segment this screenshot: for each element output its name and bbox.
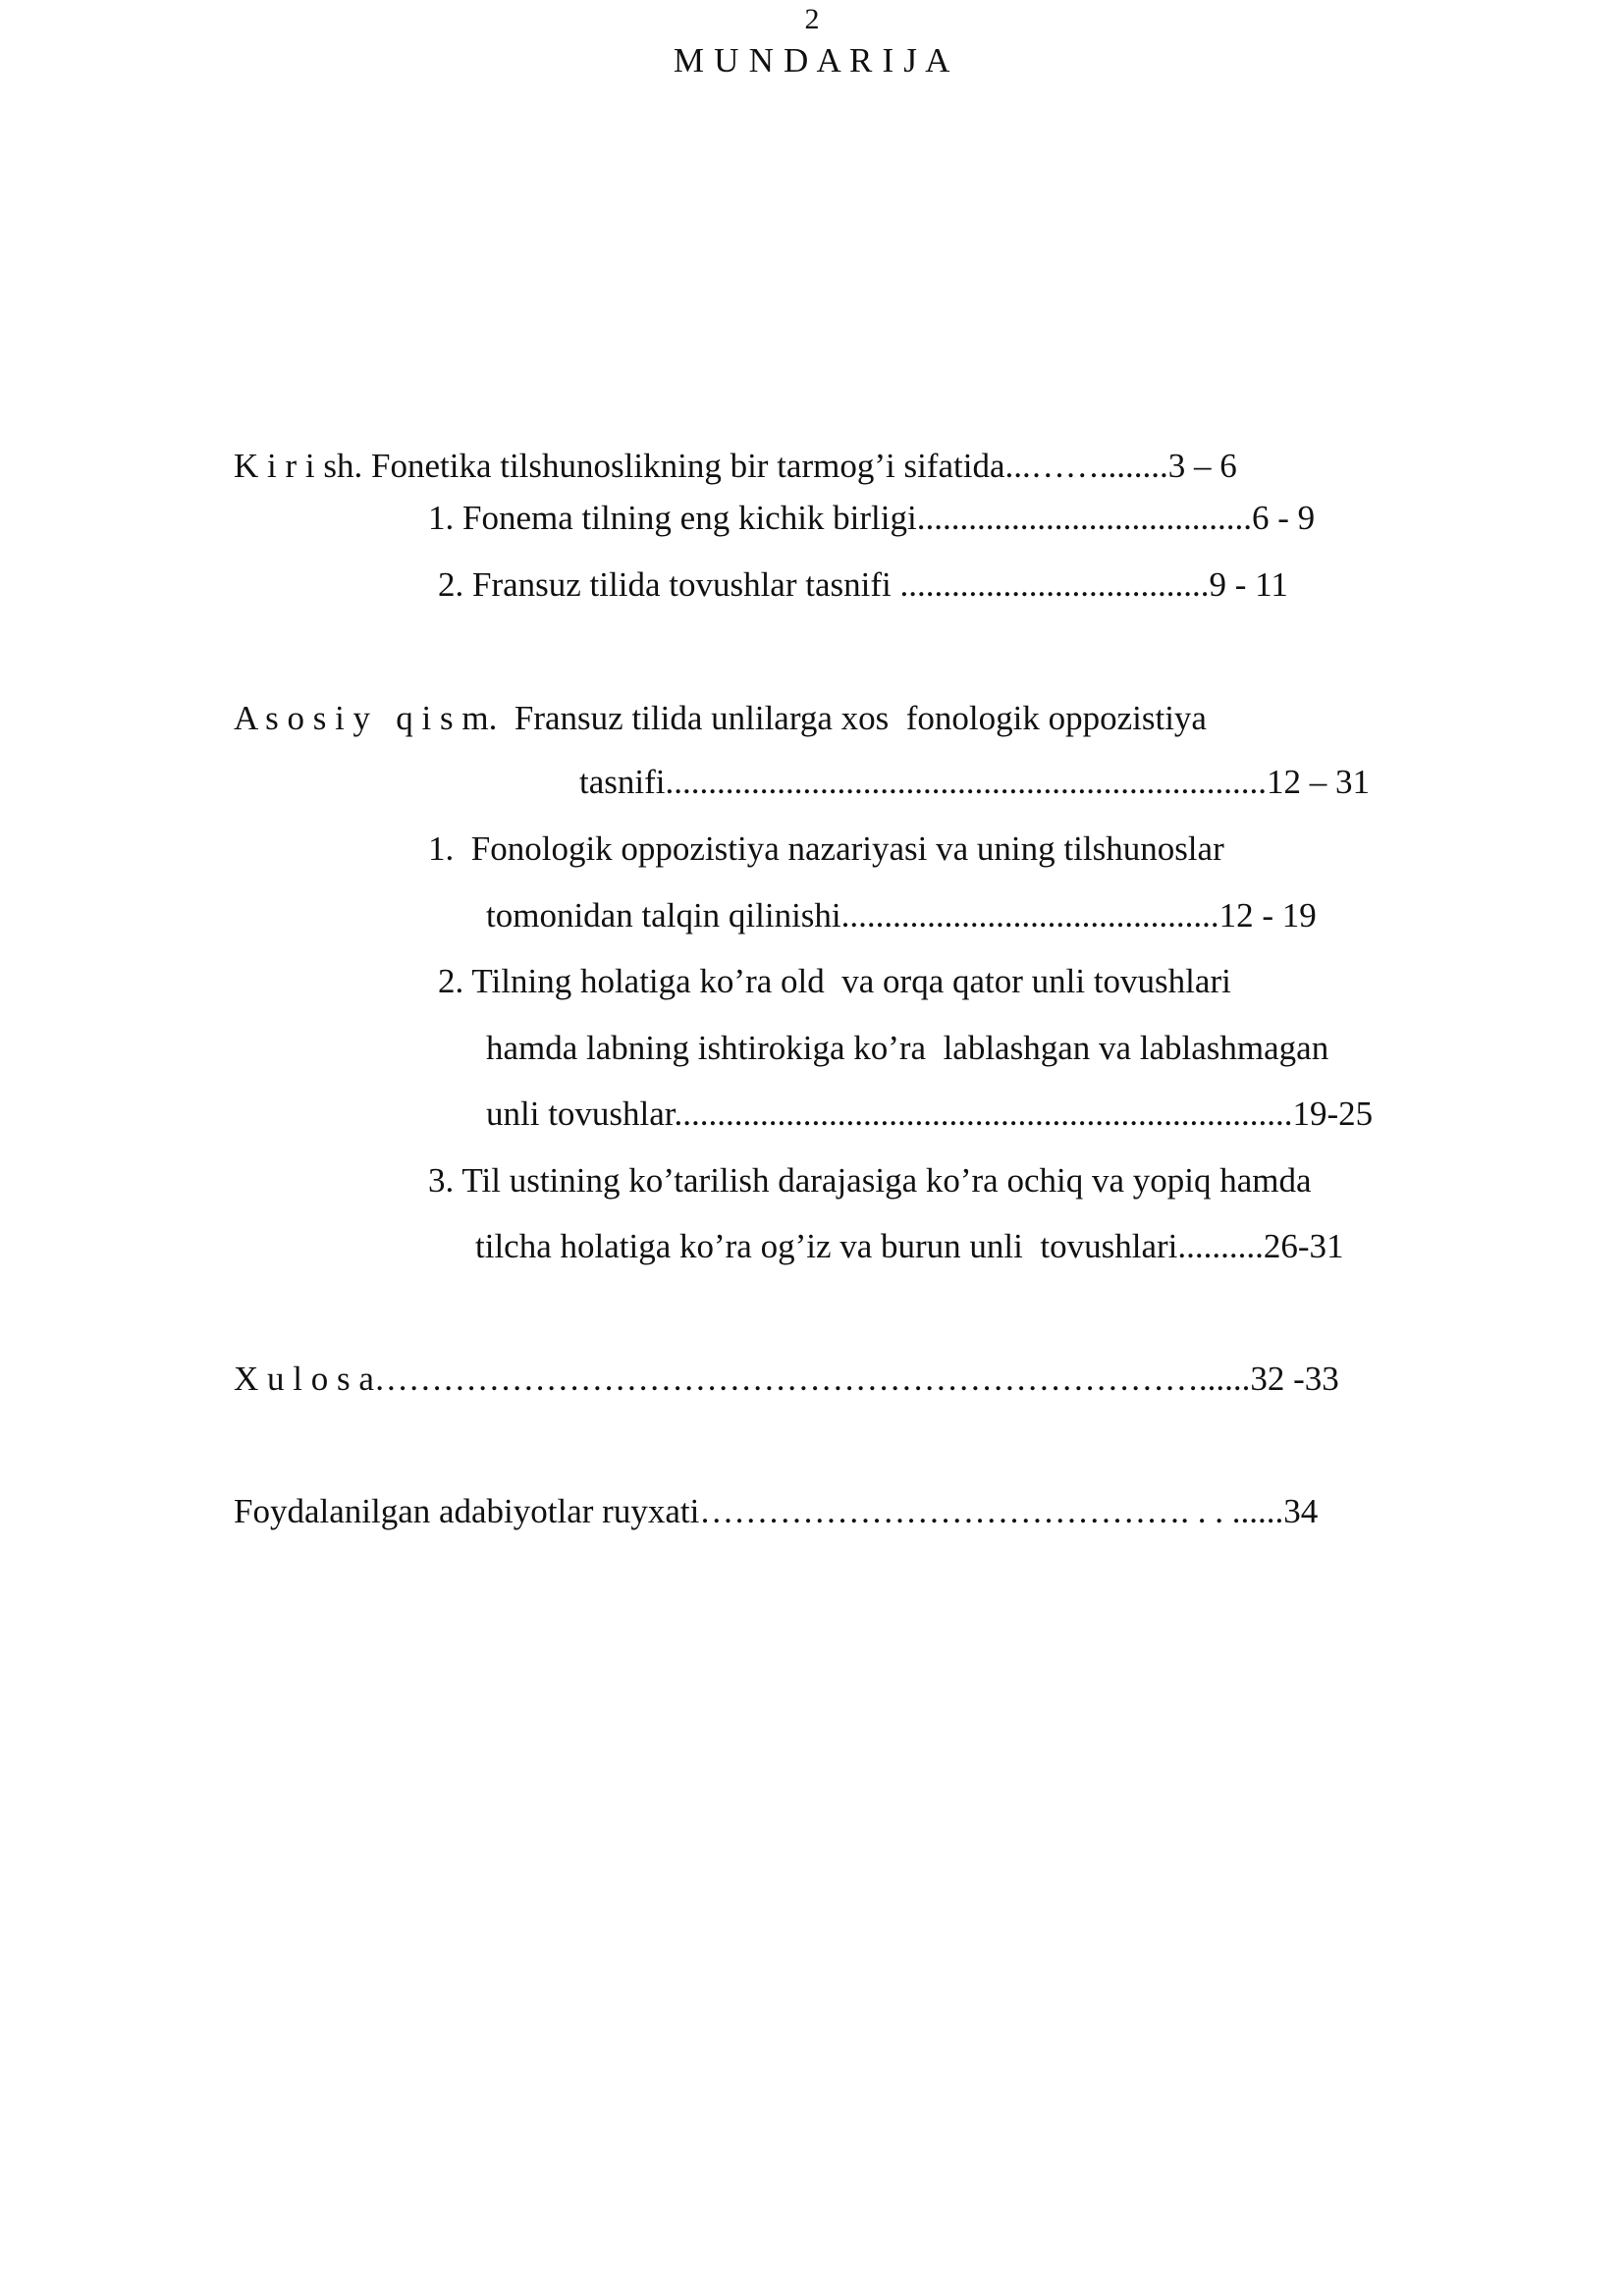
- toc-item-fonema: 1. Fonema tilning eng kichik birligi.......................................6 - 9: [428, 499, 1316, 537]
- toc-entry-xulosa: X u l o s a………………………………………………………………......32 -33: [234, 1360, 1339, 1398]
- toc-item-ochiq-yopiq-line2: tilcha holatiga ko’ra og’iz va burun unli tovushlari..........26-31: [475, 1227, 1344, 1265]
- toc-item-ochiq-yopiq-line1: 3. Til ustining ko’tarilish darajasiga ko’ra ochiq va yopiq hamda: [428, 1161, 1312, 1200]
- toc-item-tovushlar-tasnifi: 2. Fransuz tilida tovushlar tasnifi ....................................9 - 11: [438, 565, 1288, 604]
- toc-item-oppozistiya-line1: 1. Fonologik oppozistiya nazariyasi va uning tilshunoslar: [428, 829, 1224, 868]
- toc-entry-asosiy-continuation: tasnifi......................................................................12 – 31: [579, 763, 1370, 801]
- toc-entry-adabiyotlar: Foydalanilgan adabiyotlar ruyxati……………………………………. . . ......34: [234, 1492, 1319, 1530]
- page-title: M U N D A R I J A: [673, 41, 951, 80]
- toc-item-qator-line2: hamda labning ishtirokiga ko’ra lablashgan va lablashmagan: [486, 1029, 1329, 1067]
- toc-item-oppozistiya-line2: tomonidan talqin qilinishi............................................12 - 19: [486, 896, 1317, 934]
- page-number: 2: [804, 3, 820, 35]
- toc-entry-asosiy: A s o s i y q i s m. Fransuz tilida unlilarga xos fonologik oppozistiya: [234, 699, 1207, 737]
- toc-item-qator-line1: 2. Tilning holatiga ko’ra old va orqa qator unli tovushlari: [438, 962, 1231, 1000]
- toc-item-qator-line3: unli tovushlar........................................................................19-25: [486, 1095, 1374, 1133]
- toc-entry-kirish: K i r i sh. Fonetika tilshunoslikning bir tarmog’i sifatida...……........3 – 6: [234, 447, 1237, 485]
